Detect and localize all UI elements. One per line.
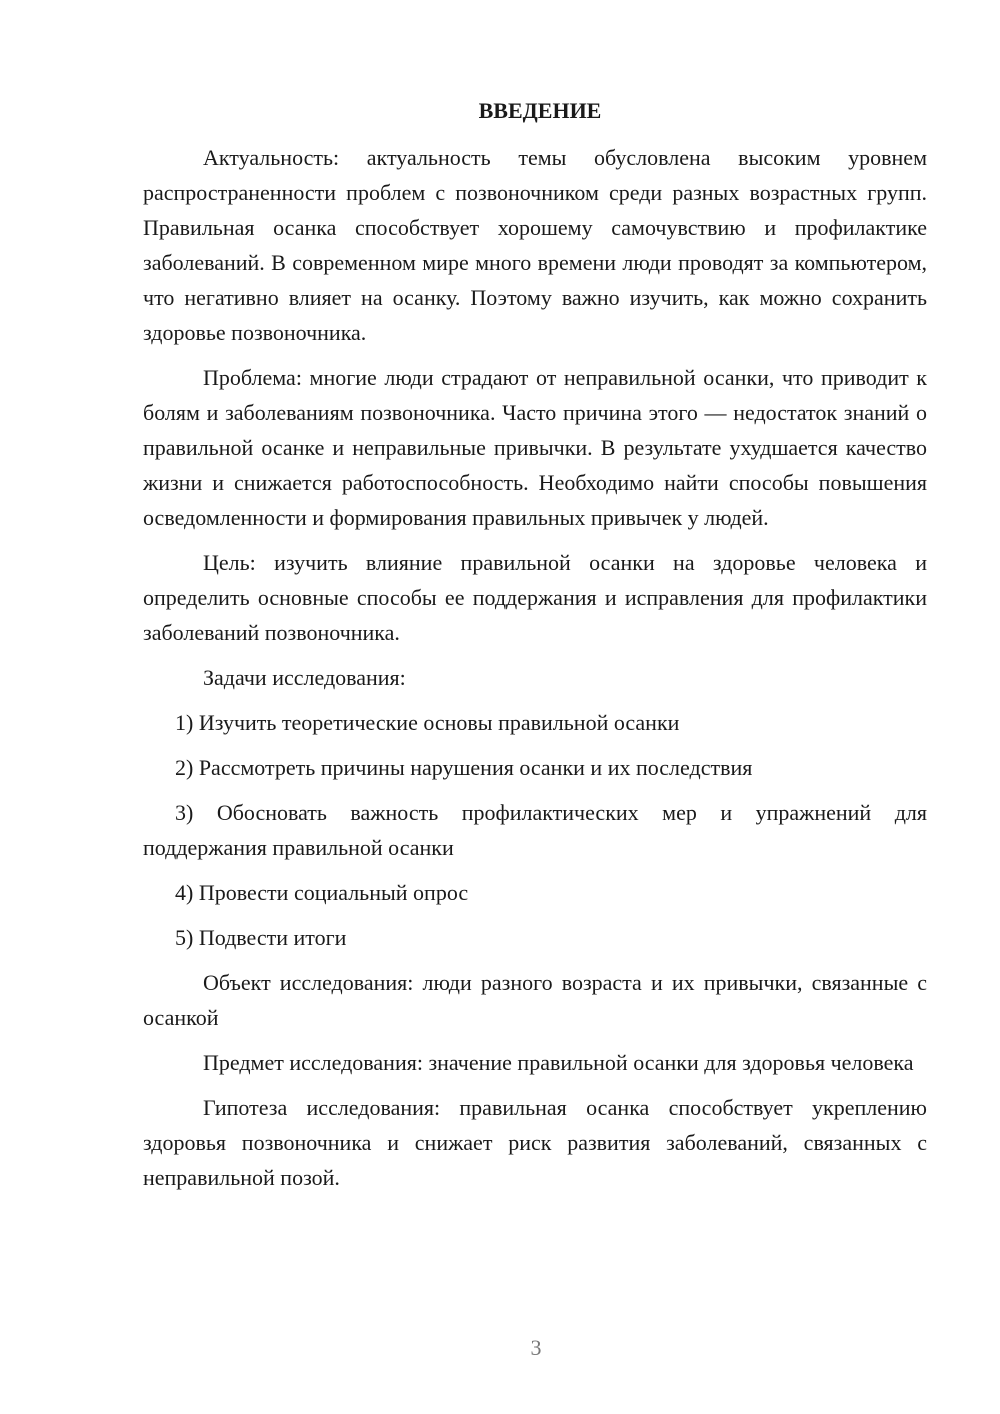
- page-number: 3: [530, 1335, 542, 1360]
- object-paragraph: Объект исследования: люди разного возраста и их привычки, связанные с осанкой: [143, 970, 927, 1030]
- tasks-label: Задачи исследования:: [203, 665, 406, 690]
- task-item-1: 1) Изучить теоретические основы правильной осанки: [175, 710, 680, 735]
- task-item-3: 3) Обосновать важность профилактических мер и упражнений для поддержания правильной осанки: [143, 800, 927, 860]
- page-content: [143, 96, 927, 1205]
- problem-paragraph: Проблема: многие люди страдают от неправильной осанки, что приводит к болям и заболеваниям позвоночника. Часто причина этого — недостаток знаний о правильной осанке и неправильные привычки. В результате ухудшается качество жизни и снижается работоспособность. Необходимо найти способы повышения осведомленности и формирования правильных привычек у людей.: [143, 365, 927, 530]
- task-item-2: 2) Рассмотреть причины нарушения осанки и их последствия: [175, 755, 753, 780]
- page-title: ВВЕДЕНИЕ: [478, 98, 602, 123]
- relevance-paragraph: Актуальность: актуальность темы обусловлена высоким уровнем распространенности проблем с позвоночником среди разных возрастных групп. Правильная осанка способствует хорошему самочувствию и профилактике заболеваний. В современном мире много времени люди проводят за компьютером, что негативно влияет на осанку. Поэтому важно изучить, как можно сохранить здоровье позвоночника.: [143, 145, 927, 345]
- goal-paragraph: Цель: изучить влияние правильной осанки на здоровье человека и определить основные способы ее поддержания и исправления для профилактики заболеваний позвоночника.: [143, 550, 927, 645]
- task-item-5: 5) Подвести итоги: [175, 925, 347, 950]
- subject-paragraph: Предмет исследования: значение правильной осанки для здоровья человека: [203, 1050, 914, 1075]
- hypothesis-paragraph: Гипотеза исследования: правильная осанка способствует укреплению здоровья позвоночника и снижает риск развития заболеваний, связанных с неправильной позой.: [143, 1095, 927, 1190]
- task-item-4: 4) Провести социальный опрос: [175, 880, 469, 905]
